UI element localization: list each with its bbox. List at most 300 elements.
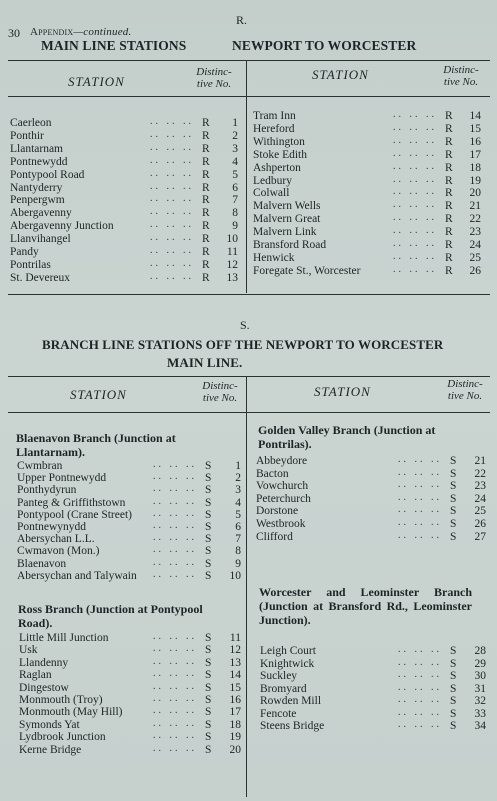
station-name: Abergavenny [10, 207, 72, 220]
distinctive-number: 14 [469, 110, 481, 122]
distinctive-number: 30 [474, 670, 486, 682]
distinctive-number: 22 [469, 213, 481, 226]
leader-dots: .. .. .. [393, 238, 437, 249]
leader-dots: .. .. .. [150, 206, 194, 218]
station-row [17, 472, 245, 485]
distinctive-number: 19 [229, 731, 241, 744]
distinctive-number: 7 [232, 194, 238, 207]
distinctive-number: 26 [474, 518, 486, 530]
station-name: Caerleon [10, 117, 52, 129]
station-row [17, 570, 245, 583]
distinctive-letter: R [445, 110, 453, 122]
distinctive-number: 25 [474, 505, 486, 518]
distinctive-letter: S [450, 518, 457, 530]
station-row [10, 233, 240, 246]
leader-dots: .. .. .. [150, 232, 194, 244]
station-name: Pontypool Road [10, 168, 85, 181]
station-name: Raglan [19, 669, 52, 682]
distinctive-number: 29 [474, 657, 486, 670]
distinctive-letter: S [450, 492, 457, 505]
section-s-right-distinctive-header [438, 378, 492, 402]
distinctive-number: 15 [229, 681, 241, 694]
station-name: Pandy [10, 246, 39, 258]
leader-dots: .. .. .. [398, 454, 442, 465]
station-row [17, 533, 245, 546]
leader-dots: .. .. .. [153, 495, 197, 507]
leader-dots: .. .. .. [393, 160, 437, 172]
appendix-label: Appendix [30, 26, 74, 38]
station-name: Rowden Mill [260, 695, 322, 707]
station-row [253, 187, 485, 200]
distinctive-letter: R [202, 129, 210, 142]
station-row [19, 682, 245, 695]
leader-dots: .. .. .. [153, 544, 197, 556]
distinctive-letter: R [445, 213, 453, 226]
station-row [10, 117, 240, 130]
section-s-title-line1: BRANCH LINE STATIONS OFF THE NEWPORT TO WORCESTER [42, 337, 444, 352]
distinctive-number: 20 [229, 743, 241, 756]
distinctive-letter: S [205, 508, 212, 521]
leader-dots: .. .. .. [398, 706, 442, 718]
leader-dots: .. .. .. [398, 656, 442, 668]
leader-dots: .. .. .. [393, 121, 437, 133]
station-name: Llanvihangel [10, 233, 71, 246]
station-name: Fencote [260, 707, 297, 720]
leader-dots: .. .. .. [393, 109, 437, 120]
station-row [253, 226, 485, 239]
station-row [10, 156, 240, 169]
station-row [253, 110, 485, 123]
distinctive-number: 8 [232, 207, 238, 220]
station-row [253, 252, 485, 265]
leader-dots: .. .. .. [398, 479, 442, 491]
station-name: Penpergwm [10, 194, 65, 207]
distinctive-letter: R [202, 155, 210, 168]
distinctive-letter: S [205, 694, 212, 706]
station-row [256, 518, 488, 531]
distinctive-letter: R [202, 207, 210, 220]
distinctive-letter: S [205, 533, 212, 546]
distinctive-letter: S [205, 632, 212, 644]
section-s-center-divider [246, 377, 247, 797]
distinctive-letter: S [205, 472, 212, 485]
section-s-left-station-header: STATION [70, 387, 127, 402]
branch-heading-blaenavon: Blaenavon Branch (Junction at Llantarnam). [16, 431, 176, 459]
station-name: Steens Bridge [260, 720, 325, 732]
section-r-title-right: NEWPORT TO WORCESTER [232, 38, 417, 53]
distinctive-line-1: Distinc- [443, 64, 479, 76]
distinctive-number: 4 [235, 496, 241, 509]
station-row [19, 694, 245, 707]
leader-dots: .. .. .. [150, 193, 194, 205]
leader-dots: .. .. .. [393, 250, 437, 262]
leader-dots: .. .. .. [153, 655, 197, 667]
distinctive-number: 11 [226, 246, 238, 258]
distinctive-number: 15 [469, 122, 481, 135]
distinctive-letter: S [205, 557, 212, 570]
station-row [260, 645, 488, 658]
leader-dots: .. .. .. [153, 668, 197, 680]
station-name: Clifford [256, 530, 293, 543]
distinctive-letter: S [205, 656, 212, 669]
station-row [19, 644, 245, 657]
station-name: Abbeydore [256, 455, 308, 467]
distinctive-line-1: Distinc- [196, 66, 232, 78]
leader-dots: .. .. .. [398, 517, 442, 528]
station-row [10, 220, 240, 233]
distinctive-line-1: Distinc- [202, 380, 238, 392]
distinctive-letter: R [202, 258, 210, 271]
distinctive-letter: R [445, 251, 453, 264]
leader-dots: .. .. .. [153, 643, 197, 655]
station-name: Henwick [253, 251, 295, 264]
branch-heading-ross: Ross Branch (Junction at Pontypool Road). [18, 602, 203, 630]
distinctive-letter: S [450, 480, 457, 493]
leader-dots: .. .. .. [153, 532, 197, 544]
station-row [260, 683, 488, 696]
distinctive-number: 16 [469, 135, 481, 148]
station-name: Monmouth (May Hill) [19, 706, 123, 719]
station-name: Dorstone [256, 505, 299, 518]
section-r-left-distinctive-header [188, 66, 240, 90]
station-name: Ledbury [253, 174, 292, 187]
distinctive-letter: S [450, 695, 457, 707]
distinctive-number: 5 [232, 168, 238, 181]
distinctive-letter: S [205, 569, 212, 582]
distinctive-letter: S [450, 645, 457, 657]
station-row [19, 719, 245, 732]
station-row [253, 213, 485, 226]
leader-dots: .. .. .. [153, 471, 197, 483]
distinctive-number: 3 [235, 484, 241, 497]
distinctive-number: 21 [469, 200, 481, 213]
distinctive-number: 6 [235, 521, 241, 533]
distinctive-number: 17 [469, 148, 481, 161]
distinctive-number: 20 [469, 187, 481, 200]
distinctive-number: 21 [474, 455, 486, 467]
station-name: Malvern Wells [253, 200, 321, 213]
distinctive-letter: R [202, 233, 210, 246]
section-r-right-distinctive-header [434, 64, 488, 88]
distinctive-number: 19 [469, 174, 481, 187]
distinctive-number: 26 [469, 264, 481, 277]
station-name: Abersychan and Talywain [17, 569, 137, 582]
distinctive-letter: S [205, 644, 212, 657]
station-row [253, 149, 485, 162]
station-row [10, 182, 240, 195]
station-name: Pontrilas [10, 258, 51, 271]
station-row [10, 130, 240, 143]
leader-dots: .. .. .. [150, 167, 194, 179]
station-row [260, 708, 488, 721]
leader-dots: .. .. .. [393, 212, 437, 224]
distinctive-letter: S [450, 455, 457, 467]
station-name: Nantyderry [10, 181, 63, 194]
section-r-header-rule [8, 96, 490, 97]
station-row [253, 265, 485, 278]
station-name: Malvern Great [253, 213, 321, 226]
station-name: Hereford [253, 122, 295, 135]
distinctive-letter: R [445, 226, 453, 239]
station-row [17, 558, 245, 571]
section-s-title-line2: MAIN LINE. [167, 355, 243, 370]
leader-dots: .. .. .. [398, 504, 442, 516]
station-row [17, 509, 245, 522]
distinctive-letter: S [450, 682, 457, 695]
station-name: Usk [19, 644, 38, 657]
leader-dots: .. .. .. [153, 730, 197, 742]
distinctive-line-2: tive No. [202, 392, 238, 404]
distinctive-number: 13 [226, 271, 238, 284]
distinctive-number: 33 [474, 707, 486, 720]
distinctive-letter: S [205, 718, 212, 731]
distinctive-number: 23 [474, 480, 486, 493]
station-row [10, 194, 240, 207]
distinctive-letter: R [445, 174, 453, 187]
distinctive-letter: R [202, 142, 210, 155]
distinctive-letter: R [445, 161, 453, 174]
distinctive-number: 32 [474, 695, 486, 707]
distinctive-line-1: Distinc- [447, 378, 483, 390]
station-name: Knightwick [260, 657, 315, 670]
leader-dots: .. .. .. [398, 491, 442, 503]
branch-heading-worcester-leominster: Worcester and Leominster Branch (Junction at Bransford Rd., Leominster Junction). [259, 585, 472, 627]
distinctive-letter: S [205, 521, 212, 533]
leader-dots: .. .. .. [393, 225, 437, 237]
leader-dots: .. .. .. [393, 186, 437, 198]
distinctive-number: 10 [229, 569, 241, 582]
leader-dots: .. .. .. [150, 141, 194, 153]
station-name: Symonds Yat [19, 718, 80, 731]
distinctive-line-2: tive No. [443, 76, 479, 88]
distinctive-letter: R [445, 264, 453, 277]
distinctive-letter: S [450, 670, 457, 682]
station-row [19, 706, 245, 719]
station-name: St. Devereux [10, 271, 71, 284]
distinctive-number: 16 [229, 694, 241, 706]
distinctive-number: 13 [229, 656, 241, 669]
station-row [17, 521, 245, 534]
leader-dots: .. .. .. [398, 719, 442, 730]
station-name: Llandenny [19, 656, 69, 669]
station-row [260, 720, 488, 733]
station-name: Bacton [256, 467, 289, 480]
leader-dots: .. .. .. [393, 173, 437, 185]
station-name: Abersychan L.L. [17, 533, 95, 546]
leader-dots: .. .. .. [398, 644, 442, 655]
station-row [256, 493, 488, 506]
distinctive-letter: R [445, 148, 453, 161]
station-name: Little Mill Junction [19, 632, 109, 644]
leader-dots: .. .. .. [153, 693, 197, 704]
leader-dots: .. .. .. [150, 128, 194, 140]
station-name: Pontnewynydd [17, 521, 86, 533]
distinctive-number: 22 [474, 467, 486, 480]
station-name: Ponthir [10, 129, 44, 142]
station-name: Pontnewydd [10, 155, 68, 168]
section-s-right-station-header: STATION [314, 384, 371, 399]
distinctive-letter: R [445, 239, 453, 251]
distinctive-line-2: tive No. [196, 78, 232, 90]
station-name: Cwmavon (Mon.) [17, 545, 100, 558]
station-row [253, 136, 485, 149]
section-r-letter: R. [236, 13, 248, 27]
distinctive-letter: R [445, 187, 453, 200]
distinctive-letter: S [205, 731, 212, 744]
leader-dots: .. .. .. [393, 263, 437, 275]
leader-dots: .. .. .. [153, 507, 197, 519]
leader-dots: .. .. .. [398, 466, 442, 478]
station-name: Abergavenny Junction [10, 220, 114, 233]
distinctive-number: 27 [474, 530, 486, 543]
distinctive-number: 8 [235, 545, 241, 558]
station-row [19, 632, 245, 645]
leader-dots: .. .. .. [393, 147, 437, 159]
leader-dots: .. .. .. [150, 180, 194, 192]
station-row [17, 497, 245, 510]
distinctive-letter: R [202, 194, 210, 207]
station-name: Monmouth (Troy) [19, 694, 103, 706]
station-name: Foregate St., Worcester [253, 264, 361, 277]
distinctive-letter: R [202, 220, 210, 233]
appendix-suffix: —continued. [73, 26, 132, 38]
station-name: Colwall [253, 187, 290, 200]
leader-dots: .. .. .. [150, 245, 194, 256]
station-name: Bromyard [260, 682, 307, 695]
distinctive-number: 34 [474, 720, 486, 732]
station-name: Westbrook [256, 518, 306, 530]
distinctive-letter: S [205, 545, 212, 558]
station-name: Suckley [260, 670, 298, 682]
station-row [260, 658, 488, 671]
distinctive-letter: S [450, 467, 457, 480]
distinctive-number: 2 [235, 472, 241, 485]
branch-heading-golden-valley: Golden Valley Branch (Junction at Pontrilas). [258, 423, 436, 451]
leader-dots: .. .. .. [393, 199, 437, 211]
appendix-heading [30, 26, 131, 38]
distinctive-number: 10 [226, 233, 238, 246]
station-name: Vowchurch [256, 480, 309, 493]
leader-dots: .. .. .. [150, 270, 194, 282]
section-r-center-divider [246, 61, 247, 293]
station-name: Malvern Link [253, 226, 317, 239]
leader-dots: .. .. .. [150, 154, 194, 166]
station-name: Llantarnam [10, 142, 64, 155]
station-name: Stoke Edith [253, 148, 307, 161]
distinctive-letter: R [445, 122, 453, 135]
leader-dots: .. .. .. [150, 257, 194, 269]
station-name: Peterchurch [256, 492, 311, 505]
section-s-top-rule [8, 376, 490, 377]
station-row [253, 175, 485, 188]
station-row [256, 480, 488, 493]
distinctive-number: 24 [474, 492, 486, 505]
station-name: Leigh Court [260, 645, 316, 657]
distinctive-number: 12 [229, 644, 241, 657]
leader-dots: .. .. .. [153, 556, 197, 568]
distinctive-letter: R [445, 200, 453, 213]
distinctive-number: 17 [229, 706, 241, 719]
distinctive-number: 14 [229, 669, 241, 682]
distinctive-number: 18 [229, 718, 241, 731]
distinctive-number: 6 [232, 181, 238, 194]
station-row [10, 143, 240, 156]
section-s-letter: S. [240, 318, 250, 332]
station-row [10, 259, 240, 272]
distinctive-number: 25 [469, 251, 481, 264]
section-s-left-distinctive-header [194, 380, 246, 404]
station-row [253, 162, 485, 175]
leader-dots: .. .. .. [153, 631, 197, 642]
station-row [10, 169, 240, 182]
distinctive-letter: S [205, 484, 212, 497]
station-row [260, 670, 488, 683]
section-s-header-rule [8, 412, 490, 413]
distinctive-number: 28 [474, 645, 486, 657]
distinctive-number: 4 [232, 155, 238, 168]
station-row [253, 200, 485, 213]
station-row [10, 246, 240, 259]
leader-dots: .. .. .. [393, 134, 437, 146]
distinctive-number: 23 [469, 226, 481, 239]
station-name: Bransford Road [253, 239, 327, 251]
leader-dots: .. .. .. [153, 520, 197, 531]
station-row [256, 531, 488, 544]
leader-dots: .. .. .. [153, 717, 197, 729]
distinctive-letter: S [450, 530, 457, 543]
distinctive-letter: S [205, 681, 212, 694]
distinctive-letter: R [202, 168, 210, 181]
leader-dots: .. .. .. [398, 529, 442, 541]
leader-dots: .. .. .. [398, 669, 442, 680]
station-row [19, 744, 245, 757]
station-row [19, 657, 245, 670]
station-name: Tram Inn [253, 110, 296, 122]
section-r-left-station-header: STATION [68, 74, 125, 89]
station-row [260, 695, 488, 708]
station-row [253, 239, 485, 252]
distinctive-number: 1 [235, 460, 241, 472]
leader-dots: .. .. .. [153, 459, 197, 470]
distinctive-number: 11 [229, 632, 241, 644]
distinctive-letter: S [450, 707, 457, 720]
distinctive-number: 24 [469, 239, 481, 251]
distinctive-letter: R [202, 181, 210, 194]
station-row [17, 484, 245, 497]
station-row [17, 460, 245, 473]
station-row [10, 272, 240, 285]
page-number: 30 [8, 26, 20, 40]
leader-dots: .. .. .. [153, 705, 197, 717]
distinctive-letter: S [205, 496, 212, 509]
distinctive-number: 1 [232, 117, 238, 129]
distinctive-line-2: tive No. [447, 390, 483, 402]
station-name: Ashperton [253, 161, 301, 174]
distinctive-letter: R [445, 135, 453, 148]
station-name: Lydbrook Junction [19, 731, 106, 744]
distinctive-number: 2 [232, 129, 238, 142]
station-name: Cwmbran [17, 460, 63, 472]
distinctive-number: 9 [235, 557, 241, 570]
station-row [17, 545, 245, 558]
section-r-top-rule [8, 60, 490, 61]
station-name: Ponthydyrun [17, 484, 77, 497]
station-name: Panteg & Griffithstown [17, 496, 126, 509]
distinctive-number: 9 [232, 220, 238, 233]
distinctive-number: 18 [469, 161, 481, 174]
leader-dots: .. .. .. [153, 680, 197, 692]
station-row [10, 207, 240, 220]
